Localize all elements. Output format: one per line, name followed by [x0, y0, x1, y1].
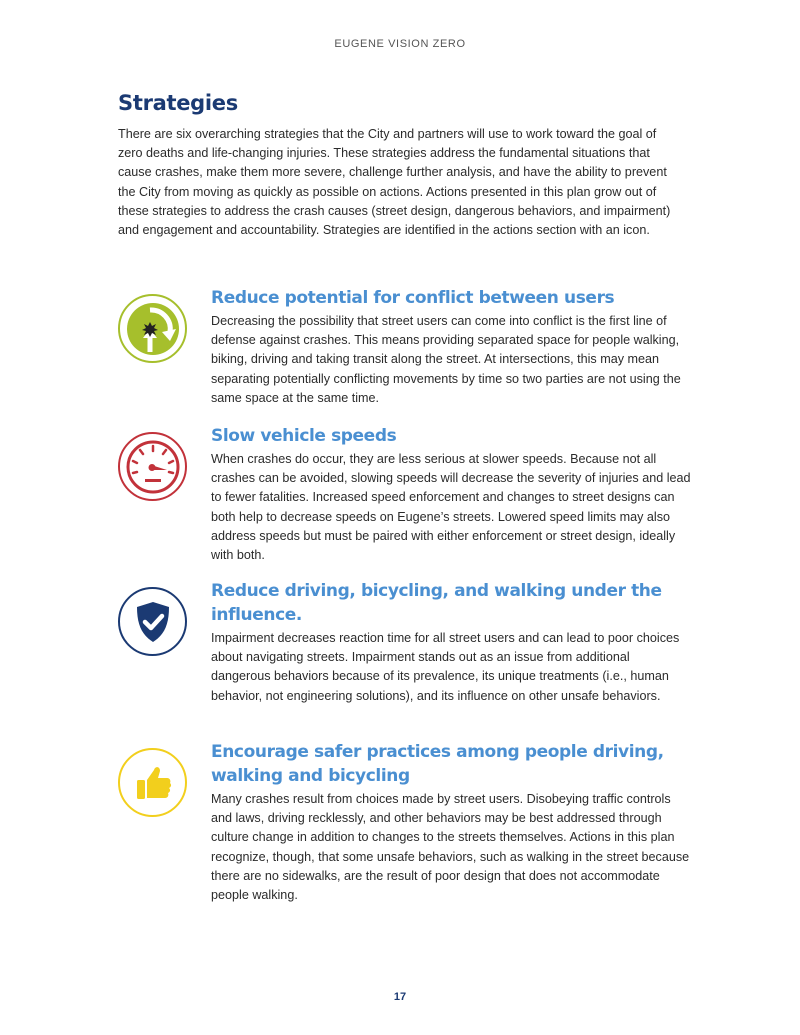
strategy-body: Many crashes result from choices made by street users. Disobeying traffic controls and laws, driving recklessly, and other behaviors may be best addressed through culture change in addition to changes to the streets themselves. Actions in this plan recognize, though, that some unsafe behaviors, such as walking in the street because there are no sidewalks, are the result of poor design that does not accommodate people walking. — [211, 792, 690, 903]
speedometer-icon — [118, 432, 187, 501]
strategy-title: Reduce driving, bicycling, and walking under the influence. — [211, 581, 662, 625]
thumbs-up-icon — [118, 748, 187, 817]
strategy-body: Decreasing the possibility that street users can come into conflict is the first line of defense against crashes. This means providing separated space for people walking, biking, driving and taking transit along the street. At intersections, this may mean separating potentially conflicting movements by time so two parties are not using the same space at the same time. — [211, 314, 681, 405]
strategy-body: Impairment decreases reaction time for all street users and can lead to poor choices about navigating streets. Impairment stands out as an issue from additional dangerous behaviors because of its prevalence, its unique treatments (i.e., human behavior, not engineering solutions), and its influence on other unsafe behaviors. — [211, 631, 680, 703]
strategy-title: Encourage safer practices among people driving, walking and bicycling — [211, 742, 664, 786]
conflict-arrows-icon — [118, 294, 187, 363]
running-header: EUGENE VISION ZERO — [334, 38, 466, 50]
page-number: 17 — [393, 991, 407, 1003]
shield-check-icon — [118, 587, 187, 656]
strategy-title: Reduce potential for conflict between users — [211, 288, 615, 308]
intro-paragraph: There are six overarching strategies that the City and partners will use to work toward the goal of zero deaths and life-changing injuries. These strategies address the fundamental situations that cause crashes, make them more severe, challenge further analysis, and have the ability to prevent the City from moving as quickly as possible on actions. Actions presented in this plan grow out of these strategies to address the crash causes (street design, dangerous behaviors, and impairment) and engagement and accountability. Strategies are identified in the actions section with an icon. — [118, 127, 671, 238]
page-title: Strategies — [118, 91, 238, 115]
strategy-body: When crashes do occur, they are less serious at slower speeds. Because not all crashes can be avoided, slowing speeds will decrease the severity of injuries and lead to fewer fatalities. Increased speed enforcement and changes to street designs can both help to decrease speeds on Eugene’s streets. Lowered speed limits may also address speeds but must be paired with either enforcement or street design, ideally with both. — [211, 452, 691, 563]
strategy-title: Slow vehicle speeds — [211, 426, 397, 446]
